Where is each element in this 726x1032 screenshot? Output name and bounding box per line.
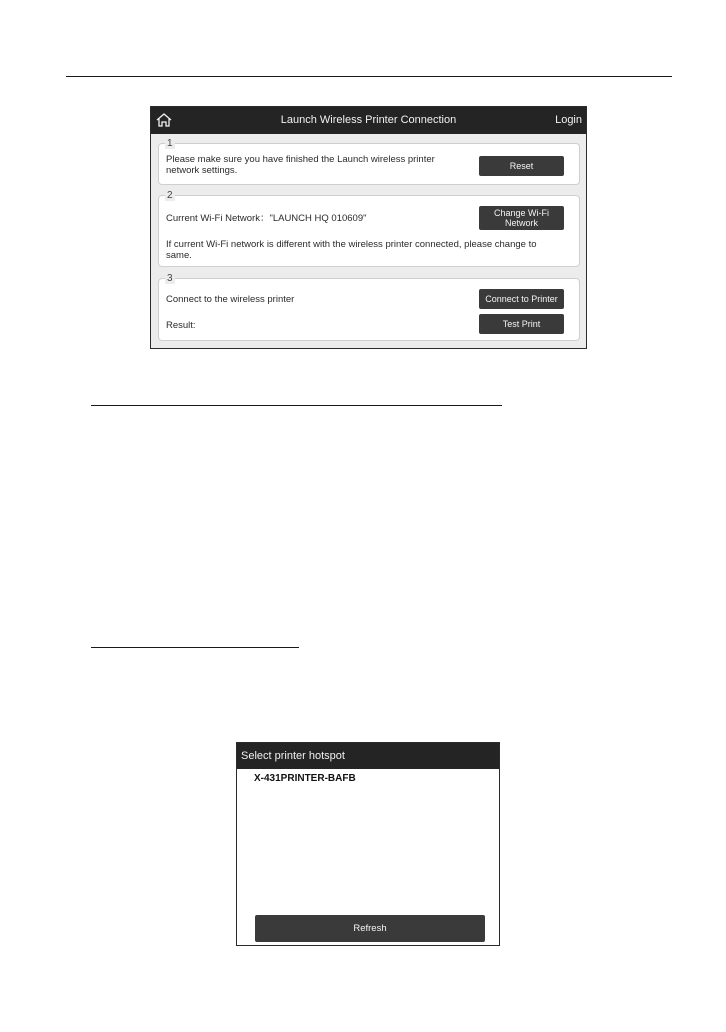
login-button[interactable]: Login <box>555 114 582 126</box>
hotspot-list-item[interactable]: X-431PRINTER-BAFB <box>254 773 356 784</box>
wifi-note-line-2: same. <box>166 250 192 261</box>
title-bar <box>151 107 586 134</box>
step-1-line-2: network settings. <box>166 165 238 176</box>
step-2-panel <box>158 190 580 267</box>
change-wifi-network-button[interactable] <box>479 206 564 230</box>
result-label: Result: <box>166 320 196 331</box>
test-print-button[interactable]: Test Print <box>479 314 564 334</box>
dialog-title-bar <box>237 743 499 769</box>
underline-1 <box>91 405 502 406</box>
dialog-title: Select printer hotspot <box>241 750 345 762</box>
step-1-panel <box>158 138 580 185</box>
hotspot-dialog <box>236 742 500 946</box>
refresh-button[interactable]: Refresh <box>255 915 485 942</box>
wifi-note-line-1: If current Wi-Fi network is different with the wireless printer connected, please change to <box>166 239 537 250</box>
step-1-line-1: Please make sure you have finished the Launch wireless printer <box>166 154 435 165</box>
step-3-panel <box>158 273 580 341</box>
connect-to-printer-button[interactable]: Connect to Printer <box>479 289 564 309</box>
change-wifi-label-1: Change Wi-Fi <box>493 208 549 218</box>
connect-printer-text: Connect to the wireless printer <box>166 294 295 305</box>
step-number: 3 <box>167 273 173 284</box>
header-rule <box>66 76 672 77</box>
current-wifi-network: Current Wi-Fi Network："LAUNCH HQ 010609" <box>166 213 367 224</box>
reset-button[interactable]: Reset <box>479 156 564 176</box>
screen-title: Launch Wireless Printer Connection <box>280 114 457 126</box>
underline-2 <box>91 647 299 648</box>
change-wifi-label-2: Network <box>504 218 538 228</box>
step-number: 2 <box>167 190 173 201</box>
printer-connection-screen <box>150 106 587 349</box>
step-number: 1 <box>167 138 173 149</box>
